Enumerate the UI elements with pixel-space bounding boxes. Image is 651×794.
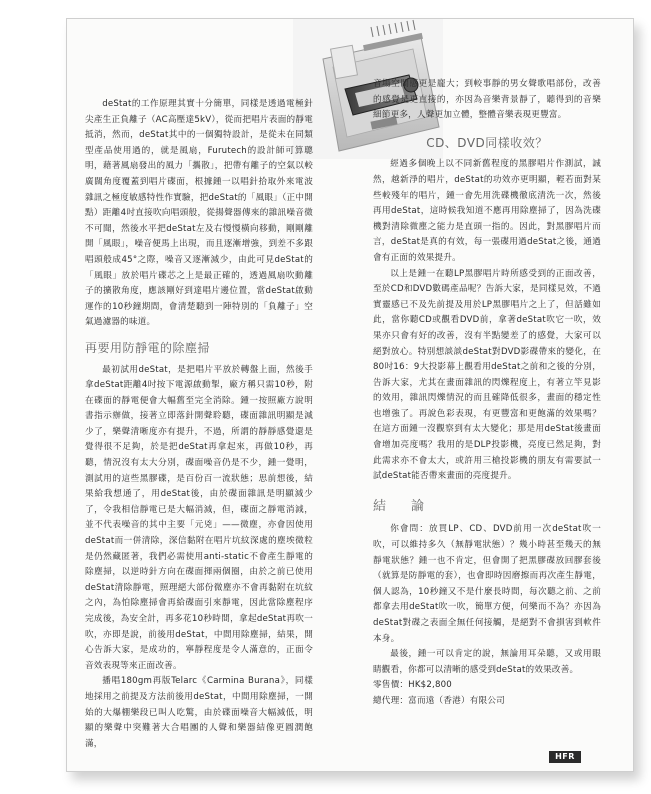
vinyl-test-paragraph: 經過多個晚上以不同新舊程度的黑膠唱片作測試，誠然，越新淨的唱片，deStat的功效亦更明顯，輕若面對某些較殘年的唱片，鍾一會先用洗碟機徹底清洗一次，然後再用deStat，這時候我知道不應再用除塵掃了，因為洗碟機對清除微塵之能力是直頭一指的。因此，對黑膠唱片而言，deStat是真的有效，每一張碟用過deStat之後，通過會有正面的效果提升。 [373, 159, 601, 263]
conclusion-paragraph: 你會問：放買LP、CD、DVD前用一次deStat吹一吹，可以維持多久（無靜電狀態）？幾小時甚至幾天的無靜電狀態？鍾一也不肯定，但會開了把黑膠碟放回膠套後（就算是防靜電的套），也會即時因磨擦而再次產生靜電，個人認為，10秒鐘又不是什麼長時間，每次聽之前、之前都拿去用deStat吹一吹，簡單方便，何樂而不為？亦因為deStat對碟之表面全無任何接觸，是絕對不會損害到軟件本身。 [373, 524, 601, 644]
section-heading-conclusion: 結 論 [373, 498, 431, 514]
final-paragraph: 最後，鍾一可以肯定的說，無論用耳朵聽，又或用眼睛觀看，你都可以清晰的感受到deStat的效果改善。 [373, 649, 601, 675]
carmina-paragraph: 播唱180gm再版Telarc《Carmina Burana》，同樣地採用之前提及方法前後用deStat，中間用除塵掃，一開始的大爆棚樂段已叫人吃驚，由於碟面噪音大幅減低，明顯的樂聲中突難著大合唱團的人聲和樂器結像更圓潤飽滿， [85, 676, 313, 749]
intro-paragraph: deStat的工作原理其實十分簡單，同樣是透過電極針尖產生正負離子（AC高壓達5kV），從而把唱片表面的靜電抵消，然而，deStat其中的一個獨特設計，是從未在同類型產品使用過的，就是風扇，Furutech的設計師可算聰明，藉著風扇發出的風力「攜散」，把帶有離子的空氣以較廣闊角度覆蓋到唱片碟面，根據鍾一以唱針拾取外來電波雜訊之極度敏感特性作實驗，把deStat的「風眼」（正中開點）距離4吋直接吹向唱頭般，從揚聲器傳來的雜訊噪音微不可聞，然後水平把deStat左及右慢慢橫向移動，剛剛離開「風眼」，噪音便馬上出現，而且逐漸增強，到差不多跟唱頭般成45°之際，噪音又逐漸減少，由此可見deStat的「風眼」放於唱片碟芯之上是最正確的，透過風扇吹動離子的擴散角度，應該剛好到達唱片邊位置，當deStat啟動運作的10秒鐘期間，會清楚聽到一陣特別的「負離子」空氣過濾器的味道。 [85, 99, 313, 328]
left-column [85, 97, 313, 752]
test-paragraph: 最初試用deStat，是把唱片平放於轉盤上面，然後手拿deStat距離4吋按下電源啟動掣，廠方稱只需10秒，附在碟面的靜電便會大幅舊至完全消除。鍾一按照廠方說明書指示辦做，接著立即落針開聲聆聽，碟面雜訊明顯是減少了，樂聲清晰度亦有提升，不過，所謂的靜靜感覺還是覺得很不足夠，於是把deStat再拿起來，再做10秒，再聽，情況沒有太大分別，碟面噪音仍是不少，鍾一覺明，測試用的這些黑膠碟，是百份百一流狀態；思前想後，結果給我想通了，用deStat後，由於碟面雜訊是明顯減少了，令我相信靜電已是大幅消減，但，碟面之靜電消減，並不代表噪音的其中主要「元兇」——微塵，亦會因使用deStat而一併清除，深信黏附在唱片坑紋深處的塵埃微粒是仍然藏匿著，我們必需使用anti-static不會產生靜電的除塵掃，以逆時針方向在碟面揮兩個圈，由於之前已使用deStat清除靜電，照理絕大部份微塵亦不會再黏附在坑紋之內，為怕除塵掃會再給碟面引來靜電，因此當除塵程序完成後，為安全計，再多花10秒時間，拿起deStat再吹一吹，亦即是說，前後用deStat，中間用除塵掃，結果，開心告訴大家，是成功的，寧靜程度是令人滿意的，正面令音效表現等來正面改善。 [85, 364, 313, 671]
retail-price: 零售價：HK$2,800 [373, 680, 452, 691]
continued-paragraph: 音場空間感更是龐大；到較事靜的男女聲歌唱部份，改善的感覺是更直接的，亦因為音樂背景靜了，聽得到的音樂細節更多，人聲更加立體，整體音樂表現更豐富。 [373, 79, 601, 121]
section-heading-cd-dvd: CD、DVD同樣收效？ [426, 135, 548, 150]
right-column [373, 77, 601, 710]
magazine-logo: HFR [549, 751, 581, 763]
cd-dvd-paragraph: 以上是鍾一在聽LP黑膠唱片時所感受到的正面改善，至於CD和DVD數碼產品呢？告訴大家，是同樣見效，不過實靈感已不及先前提及用於LP黑膠唱片之上了，但話雖如此，當你聽CD或觀看DVD前，拿著deStat吹它一吹，效果亦只會有好的改善，沒有半點變差了的感覺，大家可以絕對放心。特別想談談deStat對DVD影碟帶來的變化，在80吋16：9大投影幕上觀看用deStat之前和之後的分別，告訴大家，尤其在畫面雜訊的閃爍程度上，有著立竿見影的效用，雜訊閃爍情況的而且確降低很多，畫面的穩定性也增強了。再說色彩表現，有更豐富和更飽滿的效果嗎？在這方面鍾一沒觀察到有太大變化；那是用deStat後畫面會增加亮度嗎？我用的是DLP投影機，亮度已然足夠，對此需求亦不會太大，或許用三槍投影機的朋友有需要試一試deStat能否帶來畫面的亮度提升。 [373, 268, 601, 482]
magazine-page [66, 18, 634, 772]
distributor: 總代理：富而遠（香港）有限公司 [373, 695, 505, 706]
section-heading-dust-brush: 再要用防靜電的除塵掃 [85, 340, 211, 355]
